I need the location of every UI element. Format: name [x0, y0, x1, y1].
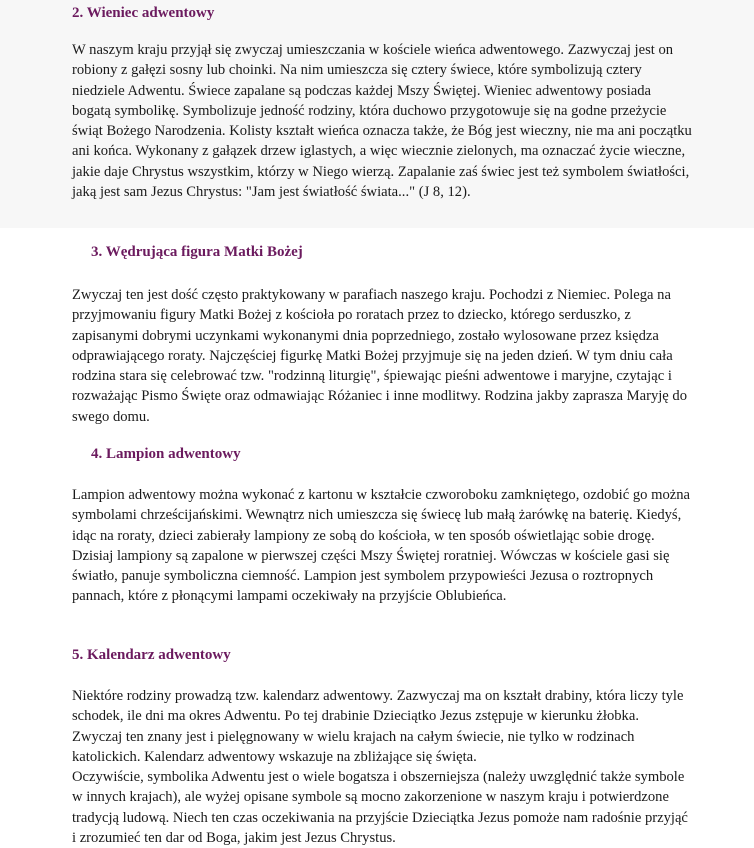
section-body-kalendarz: Niektóre rodziny prowadzą tzw. kalendarz adwentowy. Zazwyczaj ma on kształt drabiny, która liczy tyle schodek, ile dni ma okres Adwentu. Po tej drabinie Dzieciątko Jezus zstępuje w kierunku żłobka. Zwyczaj ten znany jest i pielęgnowany w wielu krajach na całym świecie, nie tylko w rodzinach katolickich. Kalendarz adwentowy wskazuje na zbliżające się święta.	[72, 688, 684, 765]
section-body-wieniec: W naszym kraju przyjął się zwyczaj umieszczania w kościele wieńca adwentowego. Zazwyczaj jest on robiony z gałęzi sosny lub choinki. Na nim umieszcza się cztery świece, które symbolizują cztery niedziele Adwentu. Świece zapalane są podczas każdej Mszy Świętej. Wieniec adwentowy posiada bogatą symbolikę. Symbolizuje jedność rodziny, która duchowo przygotowuje się na godne przeżycie świąt Bożego Narodzenia. Kolisty kształt wieńca oznacza także, że Bóg jest wieczny, nie ma ani początku ani końca. Wykonany z gałązek drzew iglastych, a więc wiecznie zielonych, ma oznaczać życie wieczne, jakie daje Chrystus wszystkim, którzy w Niego wierzą. Zapalanie zaś świec jest też symbolem światłości, jaką jest sam Jezus Chrystus: "Jam jest światłość świata..." (J 8, 12).	[72, 42, 692, 201]
section-heading-lampion: 4. Lampion adwentowy	[91, 446, 241, 462]
section-heading-wieniec: 2. Wieniec adwentowy	[72, 5, 215, 21]
section-heading-figura: 3. Wędrująca figura Matki Bożej	[91, 244, 303, 260]
section-body-figura: Zwyczaj ten jest dość często praktykowany w parafiach naszego kraju. Pochodzi z Niemiec. Polega na przyjmowaniu figury Matki Bożej z kościoła po roratach przez to dziecko, którego serduszko, z zapisanymi dobrymi uczynkami wykonanymi dnia poprzedniego, zostało wylosowane przez księdza odprawiającego roraty. Najczęściej figurkę Matki Bożej przyjmuje się na jeden dzień. W tym dniu cała rodzina stara się celebrować tzw. "rodzinną liturgię", śpiewając pieśni adwentowe i maryjne, czytając i rozważając Pismo Święte oraz odmawiając Różaniec i inne modlitwy. Rodzina jakby zaprasza Maryję do swego domu.	[72, 287, 688, 425]
section-body-lampion: Lampion adwentowy można wykonać z kartonu w kształcie czworoboku zamkniętego, ozdobić go można symbolami chrześcijańskimi. Wewnątrz nich umieszcza się świecę lub małą żarówkę na baterię. Kiedyś, idąc na roraty, dzieci zabierały lampiony ze sobą do kościoła, w ten sposób oświetlając sobie drogę. Dzisiaj lampiony są zapalone w pierwszej części Mszy Świętej roratniej. Wówczas w kościele gasi się światło, panuje symboliczna ciemność. Lampion jest symbolem przypowieści Jezusa o roztropnych pannach, które z płonącymi lampami oczekiwały na przyjście Oblubieńca.	[72, 487, 691, 605]
section-heading-kalendarz: 5. Kalendarz adwentowy	[72, 647, 231, 663]
section-body-podsumowanie: Oczywiście, symbolika Adwentu jest o wiele bogatsza i obszerniejsza (należy uwzględnić także symbole w innych krajach), ale wyżej opisane symbole są mocno zakorzenione w naszym kraju i potwierdzone tradycją ludową. Niech ten czas oczekiwania na przyjście Dzieciątka Jezus pomoże nam radośnie przyjąć i zrozumieć ten dar od Boga, jakim jest Jezus Chrystus.	[72, 769, 688, 846]
